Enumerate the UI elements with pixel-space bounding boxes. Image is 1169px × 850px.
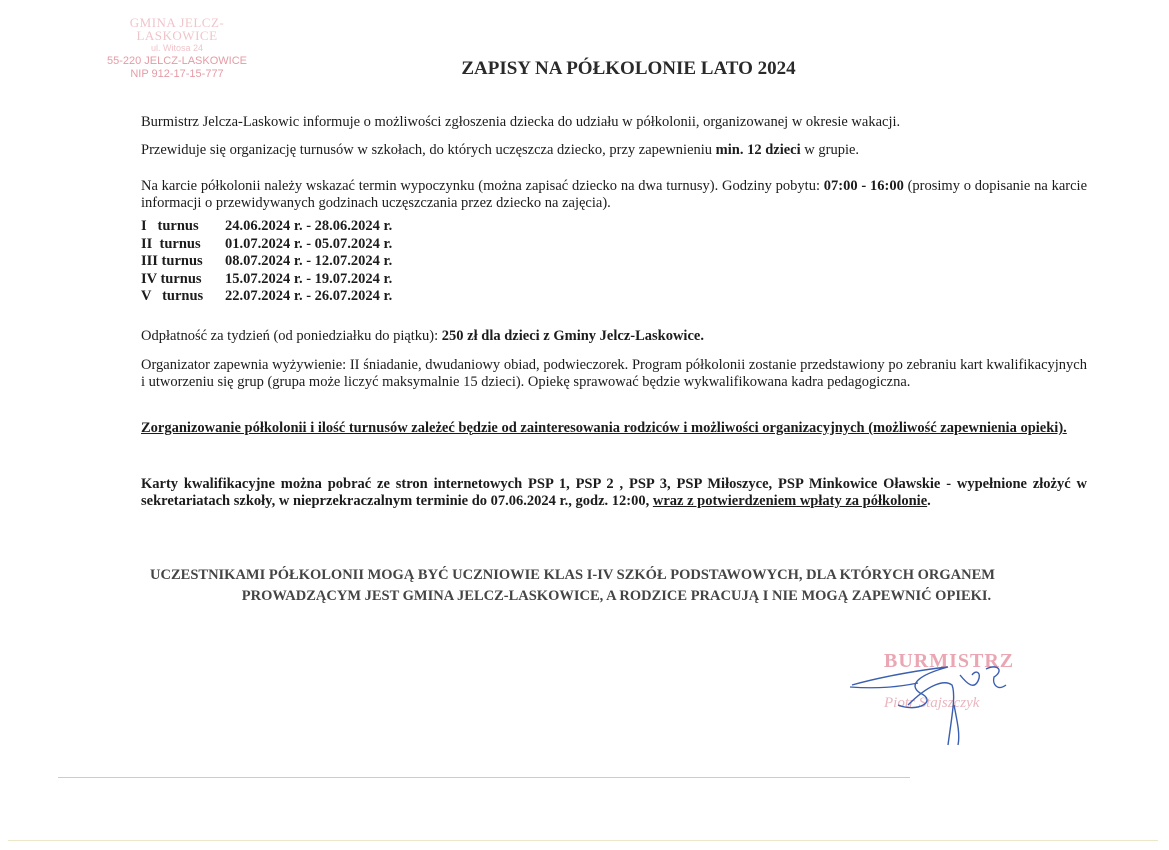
turnus-row <box>141 271 392 289</box>
stamp-line-2: ul. Witosa 24 <box>150 43 204 53</box>
notice-paragraph: Zorganizowanie półkolonii i ilość turnusów zależeć będzie od zainteresowania rodziców i możliwości organizacyjnych (możliwość zapewnienia opieki). <box>141 420 1067 436</box>
cards-end: . <box>927 493 931 509</box>
fee-text: Odpłatność za tydzień (od poniedziałku do piątku): <box>141 328 442 344</box>
fee-paragraph <box>141 328 1087 345</box>
signature-role: BURMISTRZ <box>884 650 1015 672</box>
stamp-line-3: 55-220 JELCZ-LASKOWICE <box>107 55 247 67</box>
signature-block <box>848 645 1038 755</box>
signature-name: Piotr Stajszczyk <box>884 695 980 711</box>
card-text-end: (prosimy o dopisanie na karcie informacji o przewidywanych godzinach uczęszczania przez dziecko na zajęcia). <box>141 178 1087 211</box>
turnus-name: II turnus <box>141 235 201 252</box>
turnus-row <box>141 253 392 271</box>
payment-confirmation-note: wraz z potwierdzeniem wpłaty za półkolonie <box>652 493 928 509</box>
intro-paragraph: Burmistrz Jelcza-Laskowic informuje o możliwości zgłoszenia dziecka do udziału w półkolonii, organizowanej w okresie wakacji. <box>141 114 901 130</box>
organization-min-children: min. 12 dzieci <box>715 142 801 158</box>
card-text: Na karcie półkolonii należy wskazać termin wypoczynku (można zapisać dziecko na dwa turnusy). Godziny pobytu: <box>141 178 824 194</box>
turnus-dates: 01.07.2024 r. - 05.07.2024 r. <box>225 235 393 252</box>
organization-paragraph <box>141 142 1087 159</box>
turnus-name: III turnus <box>141 253 203 269</box>
document-title: ZAPISY NA PÓŁKOLONIE LATO 2024 <box>461 58 796 79</box>
turnus-row <box>141 288 392 306</box>
organization-text-end: w grupie. <box>800 142 860 158</box>
card-hours: 07:00 - 16:00 <box>823 178 904 194</box>
turnus-row <box>141 236 392 254</box>
turnus-list <box>141 218 392 306</box>
participants-line-2: PROWADZĄCYM JEST GMINA JELCZ-LASKOWICE, A RODZICE PRACUJĄ I NIE MOGĄ ZAPEWNIĆ OPIEKI. <box>241 588 992 604</box>
turnus-dates: 15.07.2024 r. - 19.07.2024 r. <box>225 270 393 287</box>
participants-line-1: UCZESTNIKAMI PÓŁKOLONII MOGĄ BYĆ UCZNIOWIE KLAS I-IV SZKÓŁ PODSTAWOWYCH, DLA KTÓRYCH ORGANEM <box>150 567 995 583</box>
card-paragraph <box>141 178 1087 212</box>
stamp-line-1: GMINA JELCZ-LASKOWICE <box>129 15 225 43</box>
handwritten-signature <box>848 645 1038 755</box>
cards-paragraph <box>141 476 1087 510</box>
page-edge-line <box>8 840 1158 841</box>
cards-text: Karty kwalifikacyjne można pobrać ze stron internetowych PSP 1, PSP 2 , PSP 3, PSP Miłoszyce, PSP Minkowice Oławskie - wypełnione złożyć w sekretariatach szkoły, w nieprzekraczalnym terminie do 07.06.2024 r., godz. 12:00, <box>141 476 1087 509</box>
turnus-dates: 24.06.2024 r. - 28.06.2024 r. <box>225 218 393 234</box>
turnus-row <box>141 218 392 236</box>
turnus-dates: 08.07.2024 r. - 12.07.2024 r. <box>225 253 393 269</box>
turnus-name: IV turnus <box>141 270 202 287</box>
stamp-line-4: NIP 912-17-15-777 <box>130 68 224 80</box>
bottom-divider <box>58 777 910 778</box>
organization-text: Przewiduje się organizację turnusów w szkołach, do których uczęszcza dziecko, przy zapewnieniu <box>141 142 716 158</box>
turnus-dates: 22.07.2024 r. - 26.07.2024 r. <box>225 288 393 304</box>
fee-amount: 250 zł dla dzieci z Gminy Jelcz-Laskowice. <box>441 328 704 344</box>
organizer-paragraph: Organizator zapewnia wyżywienie: II śniadanie, dwudaniowy obiad, podwieczorek. Program półkolonii zostanie przedstawiony po zebraniu kart kwalifikacyjnych i utworzeniu się grup (grupa może liczyć maksymalnie 15 dzieci). Opiekę sprawować będzie wykwalifikowana kadra pedagogiczna. <box>141 357 1087 390</box>
turnus-name: V turnus <box>141 288 204 304</box>
turnus-name: I turnus <box>141 218 199 234</box>
